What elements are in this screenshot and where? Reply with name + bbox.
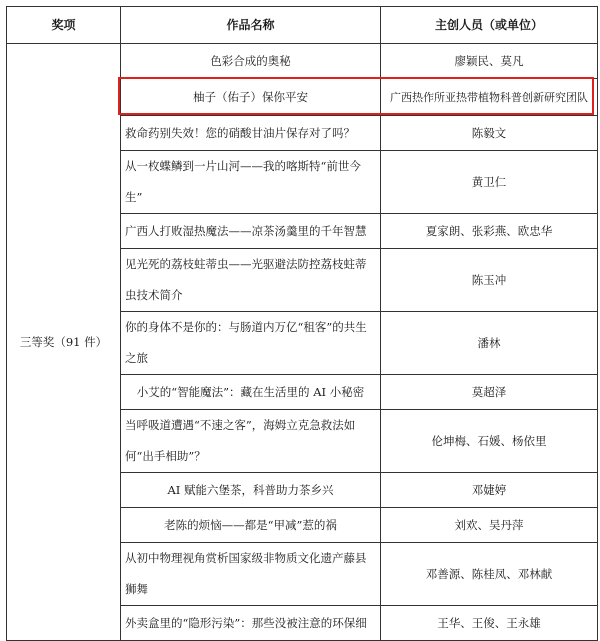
work-title: 小艾的“智能魔法”：藏在生活里的 AI 小秘密: [121, 375, 381, 410]
work-author: 邓善源、陈桂凤、邓林献: [381, 543, 598, 606]
work-title: AI 赋能六堡茶，科普助力茶乡兴: [121, 473, 381, 508]
work-author: 潘林: [381, 312, 598, 375]
awards-table: [6, 6, 598, 641]
work-author: 莫超泽: [381, 375, 598, 410]
work-title: 柚子（佑子）保你平安: [121, 79, 381, 116]
work-author: 夏家朗、张彩燕、欧忠华: [381, 214, 598, 249]
work-author: 广西热作所亚热带植物科普创新研究团队: [381, 79, 598, 116]
work-title: 老陈的烦恼——都是“甲减”惹的祸: [121, 508, 381, 543]
work-title: 你的身体不是你的：与肠道内万亿“租客”的共生之旅: [121, 312, 381, 375]
header-author: 主创人员（或单位）: [381, 7, 598, 44]
work-author: 伦坤梅、石媛、杨依里: [381, 410, 598, 473]
work-author: 王华、王俊、王永雄: [381, 606, 598, 641]
table-row: [7, 44, 598, 79]
work-author: 邓婕婷: [381, 473, 598, 508]
work-title: 见光死的荔枝蛀蒂虫——光驱避法防控荔枝蛀蒂虫技术简介: [121, 249, 381, 312]
work-title: 当呼吸道遭遇“不速之客”，海姆立克急救法如何“出手相助”？: [121, 410, 381, 473]
work-title: 色彩合成的奥秘: [121, 44, 381, 79]
work-title: 从初中物理视角赏析国家级非物质文化遗产藤县狮舞: [121, 543, 381, 606]
work-title: 救命药别失效！您的硝酸甘油片保存对了吗？: [121, 116, 381, 151]
header-prize: 奖项: [7, 7, 121, 44]
work-author: 陈玉冲: [381, 249, 598, 312]
work-author: 刘欢、吴丹萍: [381, 508, 598, 543]
work-title: 外卖盒里的“隐形污染”：那些没被注意的环保细: [121, 606, 381, 641]
header-row: [7, 7, 598, 44]
prize-cell: 三等奖（91 件）: [7, 44, 121, 641]
work-author: 黄卫仁: [381, 151, 598, 214]
work-title: 广西人打败湿热魔法——凉茶汤羹里的千年智慧: [121, 214, 381, 249]
header-title: 作品名称: [121, 7, 381, 44]
work-author: 陈毅文: [381, 116, 598, 151]
work-title: 从一枚蝶鳞到一片山河——我的喀斯特“前世今生”: [121, 151, 381, 214]
work-author: 廖颖民、莫凡: [381, 44, 598, 79]
